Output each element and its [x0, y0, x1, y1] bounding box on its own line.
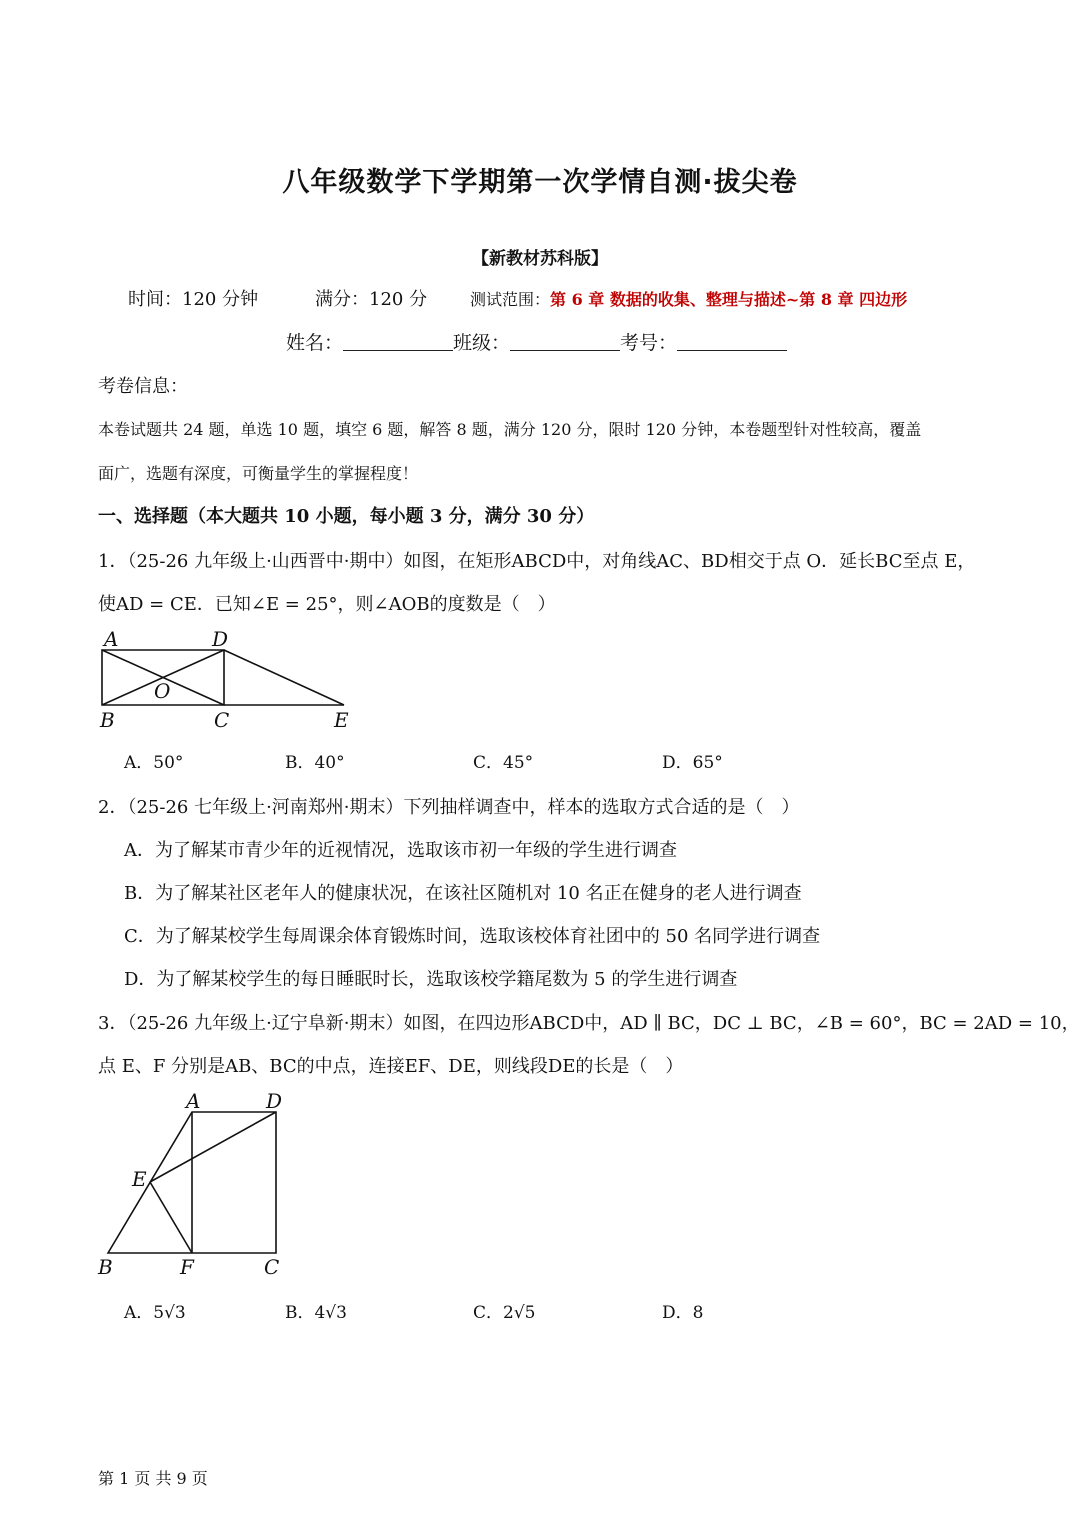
label-c: C — [264, 1255, 280, 1279]
q2-option-c[interactable]: C．为了解某校学生每周课余体育锻炼时间，选取该校体育社团中的 50 名同学进行调查 — [124, 926, 821, 947]
label-f: F — [180, 1255, 194, 1279]
edition-label: 【新教材苏科版】 — [472, 249, 608, 269]
label-b: B — [98, 1255, 113, 1279]
q3-figure — [96, 1088, 296, 1283]
info-line-1: 本卷试题共 24 题，单选 10 题，填空 6 题，解答 8 题，满分 120 分，限时 120 分钟，本卷题型针对性较高，覆盖 — [98, 420, 922, 439]
q1-line-1: 1．（25-26 九年级上·山西晋中·期中）如图，在矩形ABCD中，对角线AC、BD相交于点 O．延长BC至点 E， — [98, 551, 976, 572]
label-c: C — [214, 708, 230, 732]
segment-de — [224, 650, 344, 705]
page-footer: 第 1 页 共 9 页 — [98, 1469, 208, 1488]
label-b: B — [100, 708, 115, 732]
q3-line-1: 3．（25-26 九年级上·辽宁阜新·期末）如图，在四边形ABCD中，AD ∥ BC，DC ⊥ BC，∠B = 60°，BC = 2AD = 10， — [98, 1013, 1080, 1034]
q3-option-a[interactable]: A．5√3 — [124, 1303, 186, 1323]
q2-option-d[interactable]: D．为了解某校学生的每日睡眠时长，选取该校学籍尾数为 5 的学生进行调查 — [124, 969, 738, 990]
name-field[interactable] — [343, 332, 453, 351]
q2-option-b[interactable]: B．为了解某社区老年人的健康状况，在该社区随机对 10 名正在健身的老人进行调查 — [124, 883, 802, 904]
q3-line-2: 点 E、F 分别是AB、BC的中点，连接EF、DE，则线段DE的长是（ ） — [98, 1056, 684, 1077]
q1-option-a[interactable]: A．50° — [124, 753, 184, 773]
class-field[interactable] — [510, 332, 620, 351]
exam-time: 时间：120 分钟 — [128, 289, 259, 310]
segment-ed — [150, 1112, 276, 1182]
class-label: 班级： — [453, 332, 511, 354]
label-e: E — [132, 1167, 147, 1191]
scope-label: 测试范围： — [470, 290, 551, 309]
label-a: A — [186, 1089, 201, 1113]
name-label: 姓名： — [286, 332, 344, 354]
info-line-2: 面广，选题有深度，可衡量学生的掌握程度！ — [98, 464, 419, 483]
q1-option-d[interactable]: D．65° — [662, 753, 723, 773]
page-title: 八年级数学下学期第一次学情自测·拔尖卷 — [282, 167, 798, 198]
info-label: 考卷信息： — [98, 376, 188, 397]
label-o: O — [154, 679, 171, 703]
label-a: A — [104, 627, 119, 651]
q2-option-a[interactable]: A．为了解某市青少年的近视情况，选取该市初一年级的学生进行调查 — [124, 840, 677, 861]
number-label: 考号： — [620, 332, 678, 354]
label-d: D — [212, 627, 229, 651]
exam-score: 满分：120 分 — [315, 289, 428, 310]
section-heading: 一、选择题（本大题共 10 小题，每小题 3 分，满分 30 分） — [98, 506, 595, 527]
exam-scope — [470, 287, 907, 310]
q1-figure — [98, 628, 358, 733]
q1-line-2: 使AD = CE．已知∠E = 25°，则∠AOB的度数是（ ） — [98, 594, 556, 615]
scope-value: 第 6 章 数据的收集、整理与描述~第 8 章 四边形 — [550, 290, 908, 309]
label-d: D — [266, 1089, 283, 1113]
q1-option-b[interactable]: B．40° — [285, 753, 345, 773]
q2-line-1: 2．（25-26 七年级上·河南郑州·期末）下列抽样调查中，样本的选取方式合适的是（ ） — [98, 797, 800, 818]
q3-option-d[interactable]: D．8 — [662, 1303, 704, 1323]
label-e: E — [334, 708, 349, 732]
number-field[interactable] — [677, 332, 787, 351]
q3-option-c[interactable]: C．2√5 — [473, 1303, 536, 1323]
student-info-row — [286, 328, 787, 355]
segment-ef — [150, 1182, 192, 1253]
q1-option-c[interactable]: C．45° — [473, 753, 534, 773]
q3-option-b[interactable]: B．4√3 — [285, 1303, 347, 1323]
